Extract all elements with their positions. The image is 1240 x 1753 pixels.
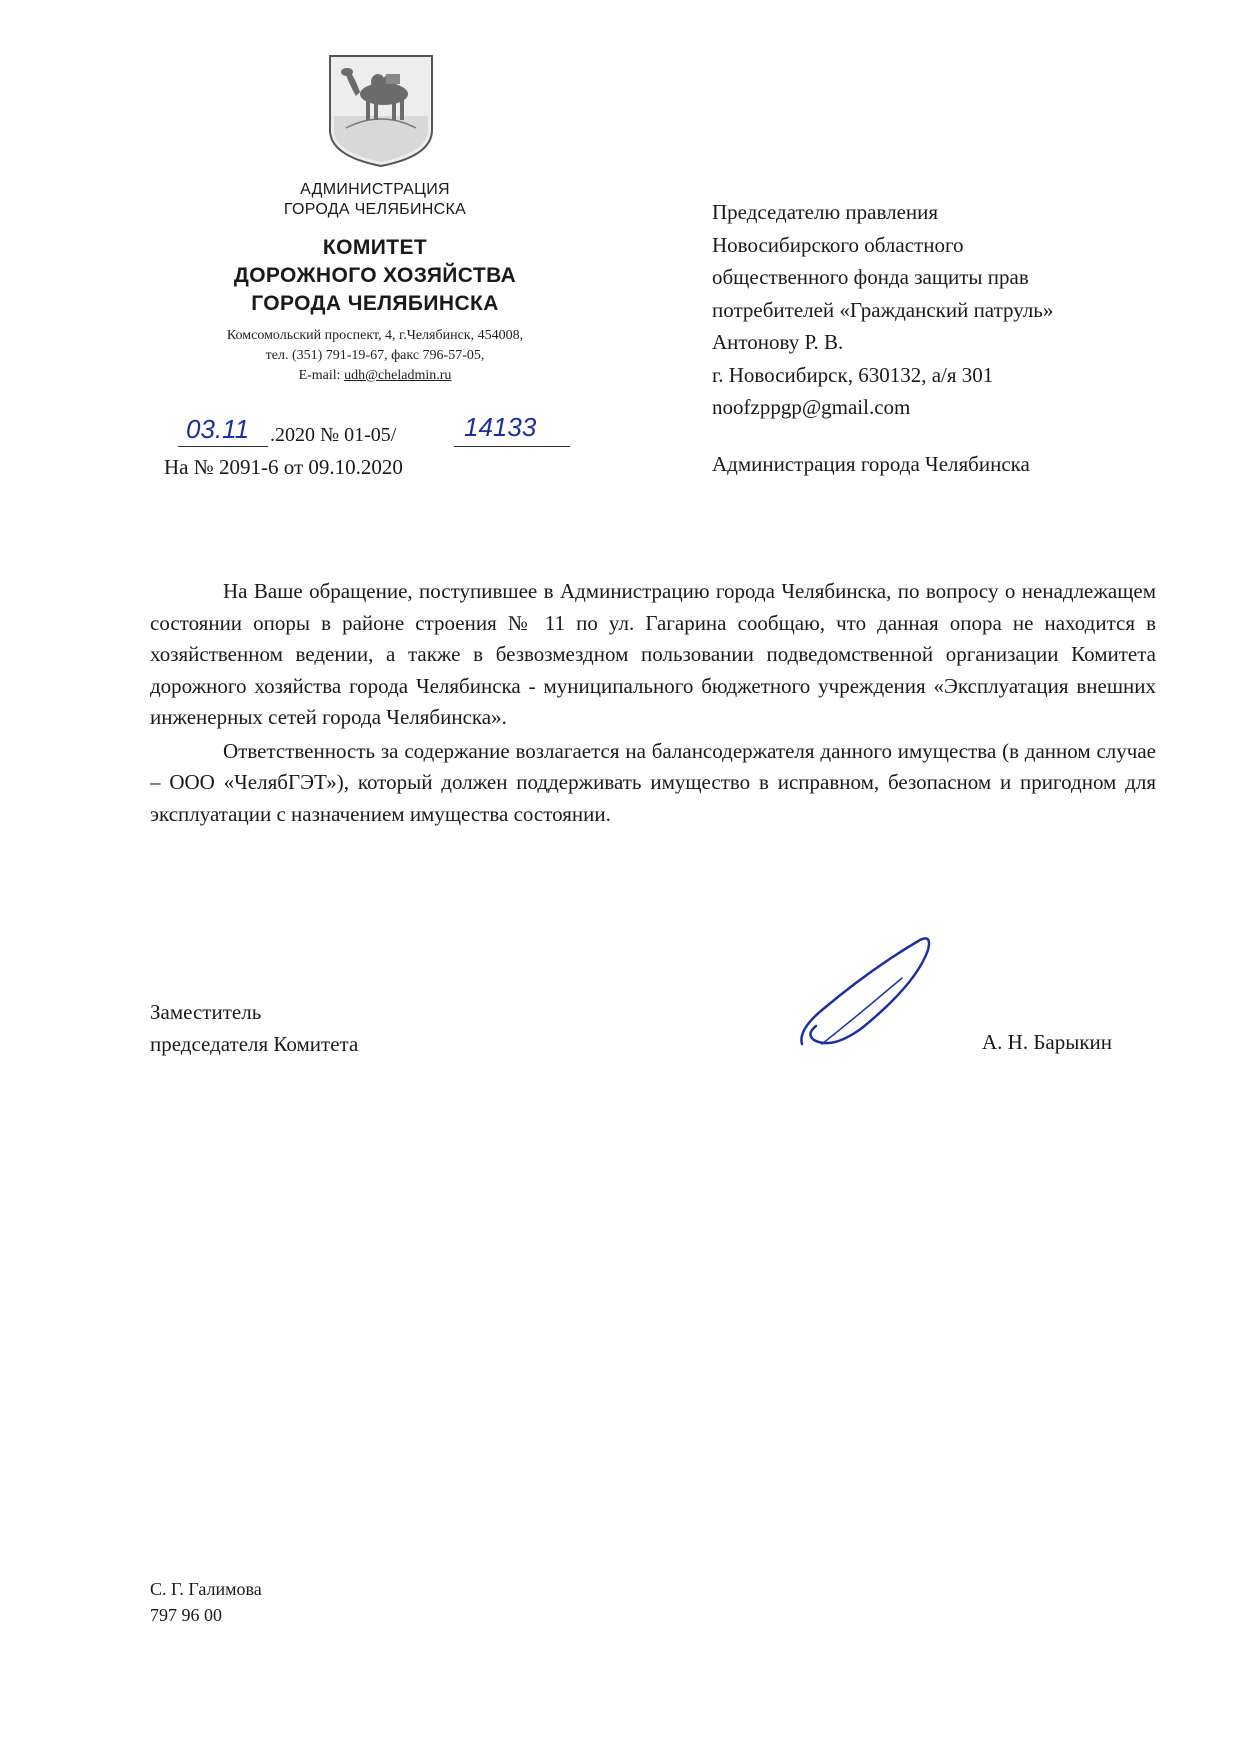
signatory-title-line-1: Заместитель [150,1000,262,1024]
date-underline [178,446,268,447]
sender-email-line [150,366,600,386]
sender-block [150,180,600,386]
email-label: E-mail: [298,368,345,383]
recipient-email: noofzppgp@gmail.com [712,395,911,419]
committee-line-1: КОМИТЕТ [322,236,428,259]
recipient-line-3: общественного фонда защиты прав [712,265,1029,289]
administration-line-1: АДМИНИСТРАЦИЯ [300,181,450,198]
committee-line-3: ГОРОДА ЧЕЛЯБИНСКА [251,292,499,315]
number-underline [454,446,570,447]
recipient-line-5: Антонову Р. В. [712,330,844,354]
committee-line-2: ДОРОЖНОГО ХОЗЯЙСТВА [233,264,517,287]
executor-block [150,1576,262,1628]
sender-address: Комсомольский проспект, 4, г.Челябинск, 454008, [226,328,524,343]
handwritten-number: 14133 [464,412,537,442]
signatory-title [150,996,358,1060]
recipient-line-1: Председателю правления [712,200,939,224]
outgoing-reference [162,412,572,452]
letter-body [150,576,1156,830]
recipient-via: Администрация города Челябинска [712,452,1030,476]
city-emblem [326,52,436,170]
body-paragraph-2: Ответственность за содержание возлагается на балансодержателя данного имущества (в данном случае – ООО «ЧелябГЭТ»), который должен поддерживать имущество в исправном, безопасном и пригодном для эксплуатации с назначением имущества состоянии. [150,738,1156,826]
reference-year-number: .2020 № 01-05/ [270,424,397,446]
reply-reference: На № 2091-6 от 09.10.2020 [164,455,403,479]
executor-phone: 797 96 00 [150,1605,222,1625]
executor-name: С. Г. Галимова [150,1579,262,1599]
administration-line-2: ГОРОДА ЧЕЛЯБИНСКА [283,201,467,218]
sender-email[interactable]: udh@cheladmin.ru [344,368,452,383]
handwritten-signature [792,932,942,1052]
signatory-title-line-2: председателя Комитета [150,1032,359,1056]
recipient-line-2: Новосибирского областного [712,232,964,257]
recipient-line-6: г. Новосибирск, 630132, а/я 301 [712,362,994,387]
handwritten-date: 03.11 [186,414,250,444]
signatory-name: А. Н. Барыкин [982,1030,1112,1054]
body-paragraph-1: На Ваше обращение, поступившее в Администрацию города Челябинска, по вопросу о ненадлежащем состоянии опоры в районе строения № 11 по ул. Гагарина сообщаю, что данная опора не находится в хозяйственном ведении, а также в безвозмездном пользовании подведомственной организации Комитета дорожного хозяйства города Челябинска - муниципального бюджетного учреждения «Эксплуатация внешних инженерных сетей города Челябинска». [150,579,1156,729]
recipient-line-4: потребителей «Гражданский патруль» [712,297,1054,322]
recipient-block [712,196,1192,424]
sender-phone: тел. (351) 791-19-67, факс 796-57-05, [265,348,485,363]
